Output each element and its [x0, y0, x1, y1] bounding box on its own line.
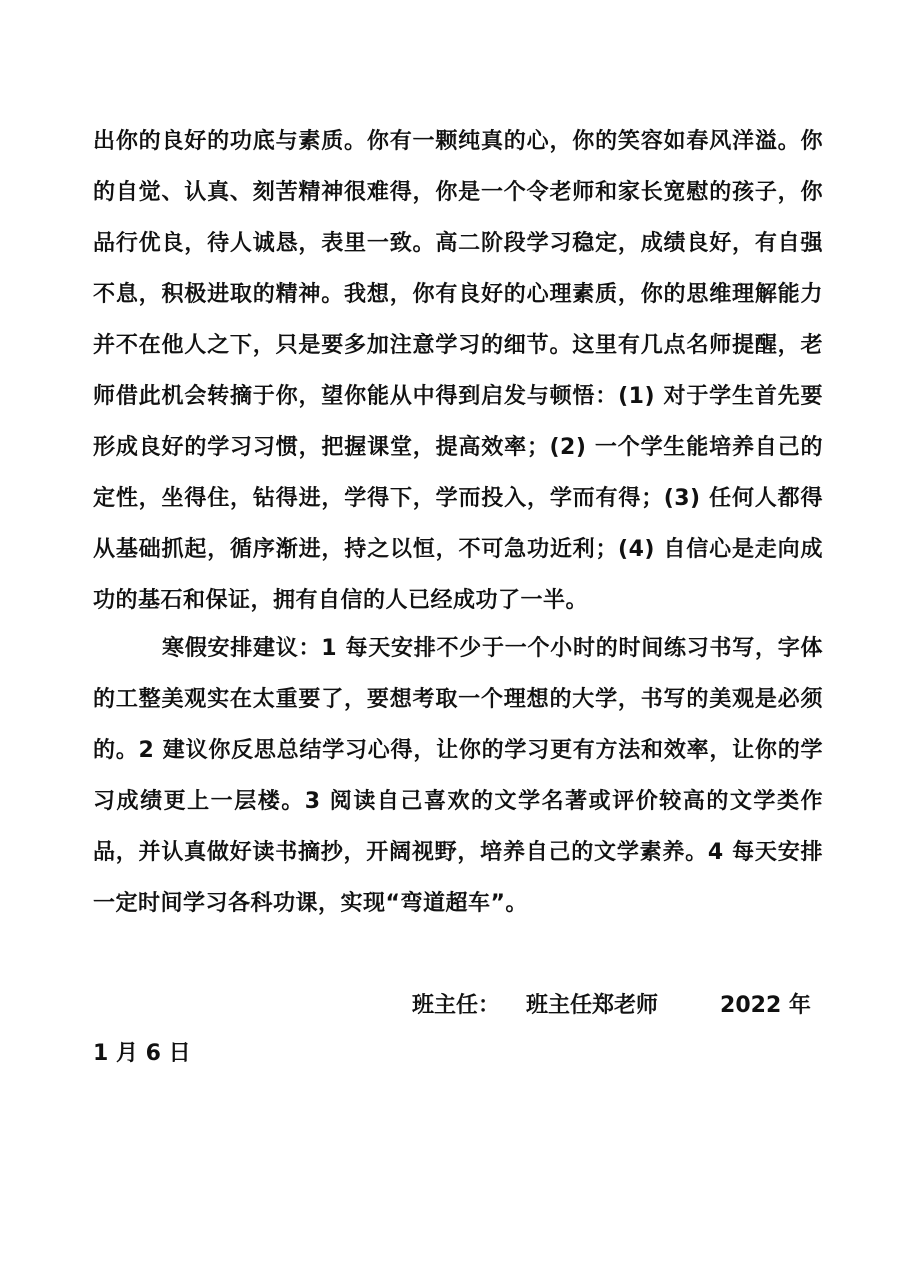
signature-date: 1 月 6 日: [93, 1041, 191, 1066]
signature-year: 2022 年: [720, 993, 811, 1018]
comment-paragraph: 出你的良好的功底与素质。你有一颗纯真的心，你的笑容如春风洋溢。你的自觉、认真、刻苦精神很难得，你是一个令老师和家长宽慰的孩子，你品行优良，待人诚恳，表里一致。高二阶段学习稳定，成绩良好，有自强不息，积极进取的精神。我想，你有良好的心理素质，你的思维理解能力并不在他人之下，只是要多加注意学习的细节。这里有几点名师提醒，老师借此机会转摘于你，望你能从中得到启发与顿悟：(1) 对于学生首先要形成良好的学习习惯，把握课堂，提高效率；(2) 一个学生能培养自己的定性，坐得住，钻得进，学得下，学而投入，学而有得；(3) 任何人都得从基础抓起，循序渐进，持之以恒，不可急功近利；(4) 自信心是走向成功的基石和保证，拥有自信的人已经成功了一半。: [93, 129, 823, 613]
signature-label: 班主任：: [412, 993, 501, 1018]
teacher-name: 班主任郑老师: [526, 993, 659, 1018]
signature-line: [412, 980, 811, 1031]
winter-break-suggestions-paragraph: 寒假安排建议：1 每天安排不少于一个小时的时间练习书写，字体的工整美观实在太重要了，要想考取一个理想的大学，书写的美观是必须的。2 建议你反思总结学习心得，让你的学习更有方法和效率，让你的学习成绩更上一层楼。3 阅读自己喜欢的文学名著或评价较高的文学类作品，并认真做好读书摘抄，开阔视野，培养自己的文学素养。4 每天安排一定时间学习各科功课，实现“弯道超车”。: [93, 636, 823, 916]
